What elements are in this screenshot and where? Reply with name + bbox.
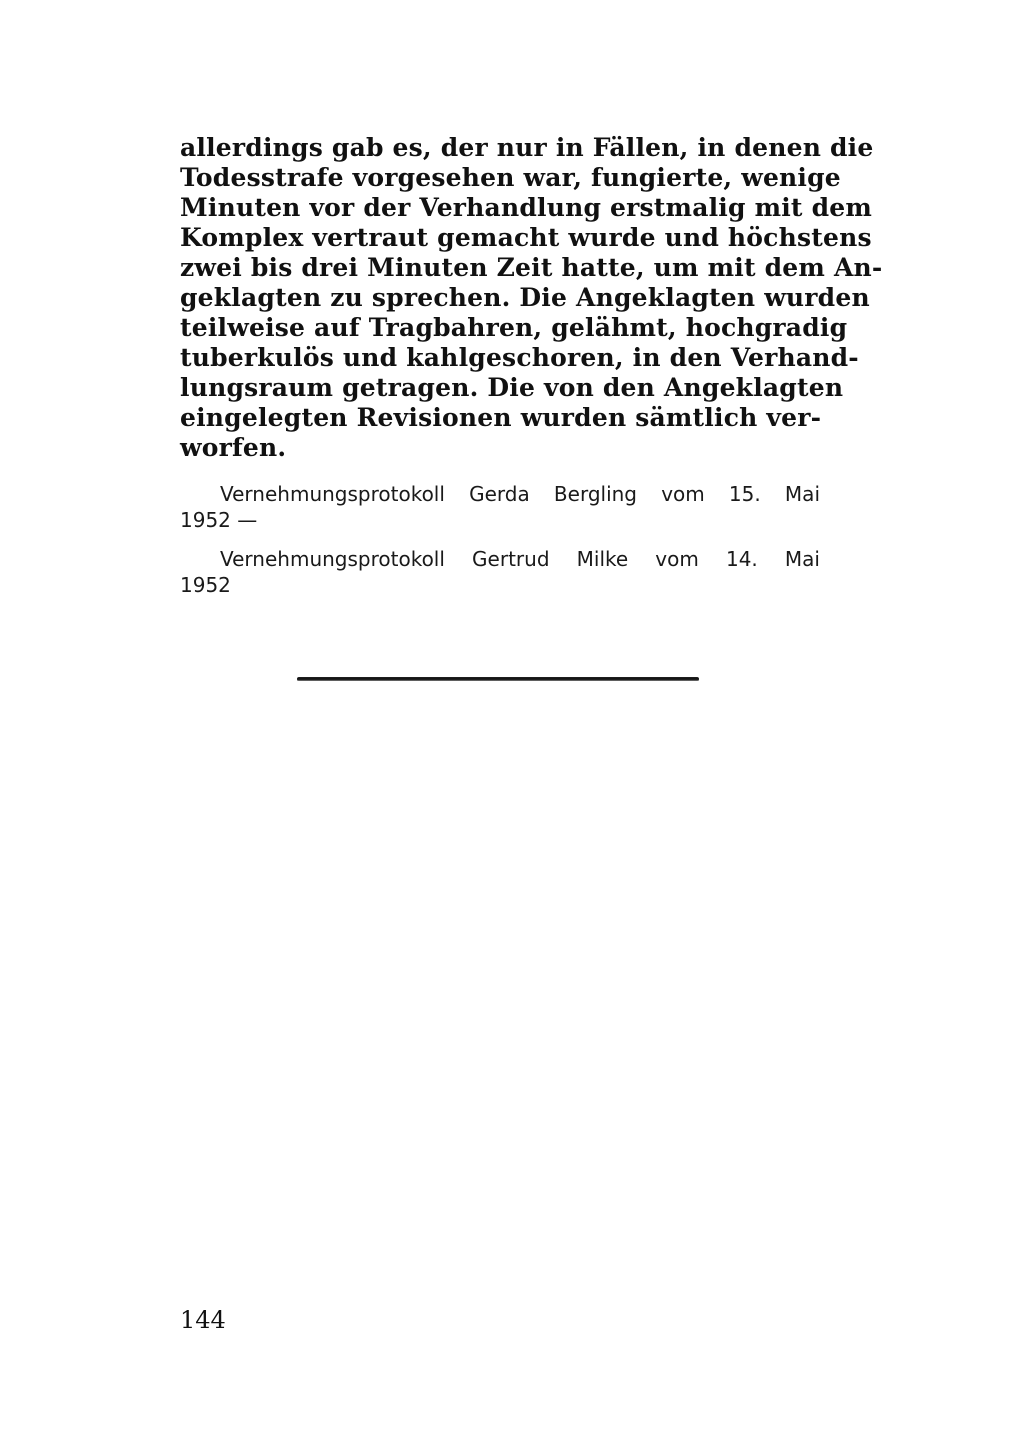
body-line: Todesstrafe vorgesehen war, fungierte, wenige bbox=[180, 163, 841, 192]
body-line: worfen. bbox=[180, 433, 287, 462]
source-note-line: 1952 — bbox=[180, 508, 258, 532]
page-number: 144 bbox=[180, 1306, 226, 1334]
source-note-line: 1952 bbox=[180, 573, 231, 597]
body-line: tuberkulös und kahlgeschoren, in den Verhand- bbox=[180, 343, 859, 372]
body-line: teilweise auf Tragbahren, gelähmt, hochgradig bbox=[180, 313, 848, 342]
source-notes bbox=[180, 481, 820, 611]
body-line: zwei bis drei Minuten Zeit hatte, um mit dem An- bbox=[180, 253, 883, 282]
body-line: lungsraum getragen. Die von den Angeklagten bbox=[180, 373, 844, 402]
body-line: geklagten zu sprechen. Die Angeklagten wurden bbox=[180, 283, 870, 312]
source-note-line: Vernehmungsprotokoll Gertrud Milke vom 14. Mai bbox=[220, 547, 820, 571]
body-line: eingelegten Revisionen wurden sämtlich ver- bbox=[180, 403, 822, 432]
source-note-line: Vernehmungsprotokoll Gerda Bergling vom 15. Mai bbox=[220, 482, 820, 506]
source-note bbox=[180, 481, 820, 533]
section-divider-shadow bbox=[297, 680, 699, 681]
source-note bbox=[180, 546, 820, 598]
body-line: Minuten vor der Verhandlung erstmalig mit dem bbox=[180, 193, 873, 222]
body-line: Komplex vertraut gemacht wurde und höchstens bbox=[180, 223, 872, 252]
body-line: allerdings gab es, der nur in Fällen, in denen die bbox=[180, 133, 874, 162]
body-text bbox=[180, 133, 883, 463]
